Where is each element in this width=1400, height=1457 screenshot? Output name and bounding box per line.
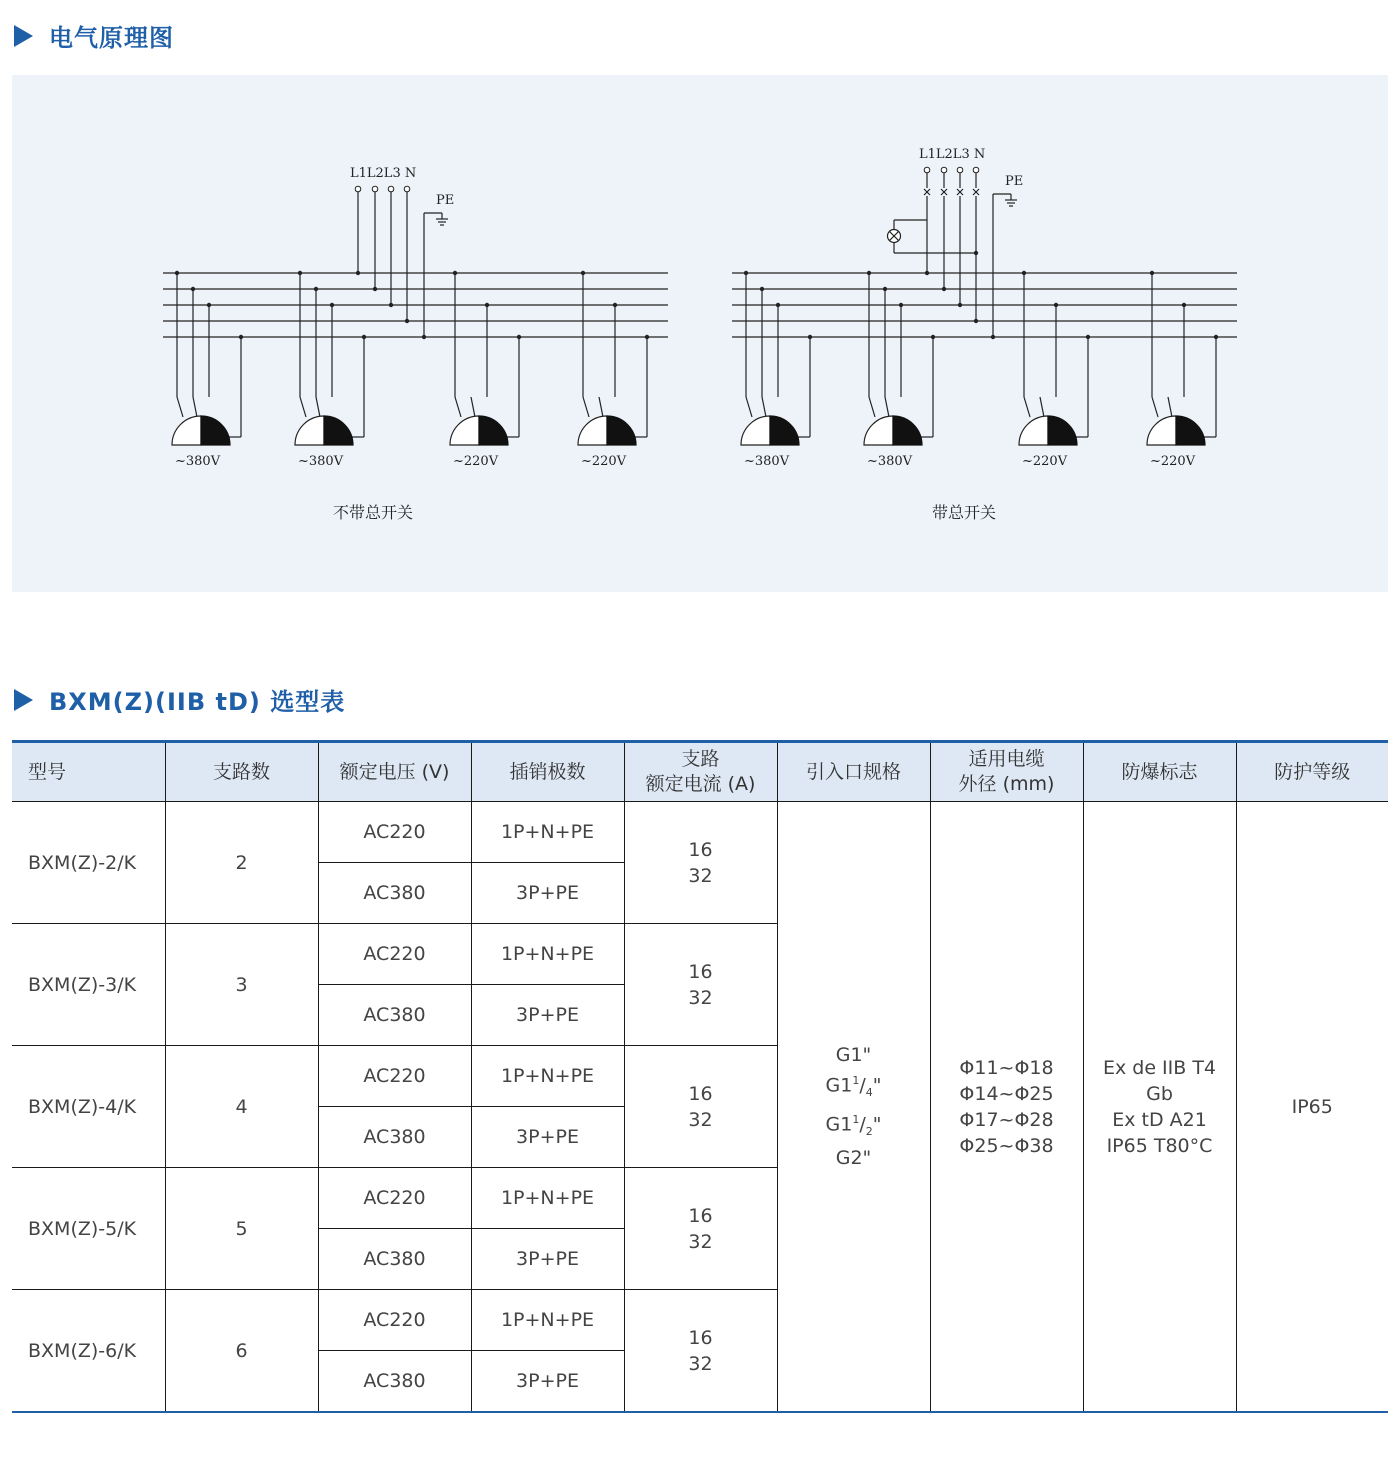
socket-icon — [479, 416, 508, 445]
junction-dot — [991, 335, 995, 339]
pe-label: PE — [1005, 174, 1024, 189]
drop-wire — [583, 397, 589, 417]
poles-cell: 1P+N+PE — [471, 1290, 624, 1351]
ex-value: Ex tD A21 — [1112, 1108, 1207, 1131]
voltage-cell: AC380 — [318, 863, 471, 924]
model-cell: BXM(Z)-4/K — [12, 1046, 165, 1168]
poles-cell: 3P+PE — [471, 1351, 624, 1413]
cable-value: Φ17~Φ28 — [959, 1108, 1054, 1131]
ex-value: Gb — [1146, 1082, 1173, 1105]
poles-cell: 1P+N+PE — [471, 802, 624, 863]
triangle-bullet-icon — [14, 689, 33, 711]
socket-icon — [741, 416, 770, 445]
poles-cell: 3P+PE — [471, 1107, 624, 1168]
drop-wire — [193, 397, 197, 417]
inlet-value: G2" — [835, 1146, 872, 1169]
junction-dot — [958, 303, 962, 307]
current-value: 16 — [688, 1204, 713, 1227]
socket-voltage-label: ~220V — [1022, 454, 1068, 469]
cable-cell — [930, 802, 1083, 1413]
socket-icon — [893, 416, 922, 445]
terminal-circle — [404, 186, 410, 192]
socket-icon — [607, 416, 636, 445]
socket-icon — [864, 416, 893, 445]
header-cable-line2: 外径 (mm) — [958, 773, 1055, 795]
header-ip: 防护等级 — [1236, 742, 1388, 802]
ex-cell — [1083, 802, 1236, 1413]
current-value: 16 — [688, 838, 713, 861]
junction-dot — [974, 251, 978, 255]
inlet-pre: G1 — [825, 1112, 853, 1135]
voltage-cell: AC220 — [318, 1046, 471, 1107]
voltage-cell: AC220 — [318, 924, 471, 985]
table-header-row — [12, 742, 1388, 802]
socket-icon — [1048, 416, 1077, 445]
inlet-sub: 4 — [865, 1086, 873, 1100]
ex-value: IP65 T80°C — [1106, 1134, 1213, 1157]
socket-voltage-label: ~380V — [744, 454, 790, 469]
socket-icon — [324, 416, 353, 445]
header-cable — [930, 742, 1083, 802]
current-value: 32 — [688, 1230, 713, 1253]
model-cell: BXM(Z)-5/K — [12, 1168, 165, 1290]
branches-cell: 6 — [165, 1290, 318, 1413]
terminal-circle — [372, 186, 378, 192]
poles-cell: 1P+N+PE — [471, 1046, 624, 1107]
current-value: 32 — [688, 864, 713, 887]
wiring-diagram-panel — [12, 75, 1388, 592]
socket-voltage-label: ~380V — [298, 454, 344, 469]
branches-cell: 5 — [165, 1168, 318, 1290]
cable-value: Φ25~Φ38 — [959, 1134, 1054, 1157]
socket-icon — [172, 416, 201, 445]
drop-wire — [599, 397, 603, 417]
drop-wire — [1024, 397, 1030, 417]
pe-label: PE — [436, 193, 455, 208]
junction-dot — [942, 287, 946, 291]
model-cell: BXM(Z)-6/K — [12, 1290, 165, 1413]
current-cell — [624, 1046, 777, 1168]
current-cell — [624, 924, 777, 1046]
voltage-cell: AC380 — [318, 1351, 471, 1413]
section-title-text: 电气原理图 — [49, 24, 174, 52]
voltage-cell: AC380 — [318, 1229, 471, 1290]
drop-wire — [300, 397, 306, 417]
junction-dot — [974, 319, 978, 323]
drop-wire — [177, 397, 183, 417]
drop-wire — [762, 397, 766, 417]
current-value: 16 — [688, 1326, 713, 1349]
poles-cell: 3P+PE — [471, 1229, 624, 1290]
drop-wire — [885, 397, 889, 417]
voltage-cell: AC220 — [318, 1290, 471, 1351]
ex-value: Ex de IIB T4 — [1102, 1056, 1217, 1079]
poles-cell: 1P+N+PE — [471, 1168, 624, 1229]
diagram-caption: 带总开关 — [932, 503, 997, 522]
inlet-sub: 2 — [865, 1124, 873, 1138]
junction-dot — [405, 319, 409, 323]
cable-value: Φ14~Φ25 — [959, 1082, 1054, 1105]
voltage-cell: AC220 — [318, 1168, 471, 1229]
socket-voltage-label: ~220V — [1150, 454, 1196, 469]
section-title-diagram — [14, 18, 174, 53]
header-poles: 插销极数 — [471, 742, 624, 802]
junction-dot — [373, 287, 377, 291]
header-current — [624, 742, 777, 802]
section-title-text: BXM(Z)(IIB tD) 选型表 — [49, 688, 346, 716]
current-cell — [624, 1290, 777, 1413]
inlet-sup: 1 — [852, 1112, 860, 1126]
terminal-circle — [941, 167, 947, 173]
socket-voltage-label: ~220V — [581, 454, 627, 469]
drop-wire — [471, 397, 475, 417]
inlet-value: G1" — [835, 1044, 872, 1067]
terminal-label: L1L2L3 N — [919, 147, 986, 162]
branches-cell: 4 — [165, 1046, 318, 1168]
inlet-post: " — [872, 1112, 882, 1135]
header-ex: 防爆标志 — [1083, 742, 1236, 802]
wiring-diagram — [12, 75, 1388, 592]
socket-icon — [201, 416, 230, 445]
drop-wire — [1040, 397, 1044, 417]
voltage-cell: AC220 — [318, 802, 471, 863]
junction-dot — [422, 335, 426, 339]
drop-wire — [746, 397, 752, 417]
terminal-circle — [355, 186, 361, 192]
socket-voltage-label: ~380V — [867, 454, 913, 469]
inlet-value: $G1^1/_4$" — [825, 1074, 882, 1100]
branches-cell: 2 — [165, 802, 318, 924]
current-value: 16 — [688, 1082, 713, 1105]
terminal-circle — [924, 167, 930, 173]
current-cell — [624, 802, 777, 924]
inlet-pre: G1 — [825, 1074, 853, 1097]
header-voltage: 额定电压 (V) — [318, 742, 471, 802]
poles-cell: 3P+PE — [471, 985, 624, 1046]
voltage-cell: AC380 — [318, 1107, 471, 1168]
current-value: 32 — [688, 1352, 713, 1375]
socket-icon — [295, 416, 324, 445]
model-cell: BXM(Z)-2/K — [12, 802, 165, 924]
table-row — [12, 802, 1388, 863]
poles-cell: 1P+N+PE — [471, 924, 624, 985]
drop-wire — [316, 397, 320, 417]
header-model: 型号 — [12, 742, 165, 802]
header-inlet: 引入口规格 — [777, 742, 930, 802]
drop-wire — [455, 397, 461, 417]
header-branches: 支路数 — [165, 742, 318, 802]
socket-icon — [770, 416, 799, 445]
drop-wire — [869, 397, 875, 417]
socket-icon — [1176, 416, 1205, 445]
cable-value: Φ11~Φ18 — [959, 1056, 1054, 1079]
diagram-caption: 不带总开关 — [333, 503, 414, 522]
socket-icon — [1147, 416, 1176, 445]
inlet-sup: 1 — [852, 1074, 860, 1088]
header-current-line1: 支路 — [681, 748, 720, 770]
junction-dot — [356, 271, 360, 275]
inlet-post: " — [872, 1074, 882, 1097]
voltage-cell: AC380 — [318, 985, 471, 1046]
current-value: 32 — [688, 1108, 713, 1131]
socket-voltage-label: ~380V — [175, 454, 221, 469]
terminal-circle — [388, 186, 394, 192]
terminal-label: L1L2L3 N — [350, 166, 417, 181]
poles-cell: 3P+PE — [471, 863, 624, 924]
triangle-bullet-icon — [14, 25, 33, 47]
socket-icon — [450, 416, 479, 445]
drop-wire — [1168, 397, 1172, 417]
junction-dot — [389, 303, 393, 307]
selection-table — [12, 740, 1388, 1413]
ip-cell: IP65 — [1236, 802, 1388, 1413]
socket-icon — [578, 416, 607, 445]
junction-dot — [925, 271, 929, 275]
inlet-cell — [777, 802, 930, 1413]
current-value: 32 — [688, 986, 713, 1009]
terminal-circle — [957, 167, 963, 173]
inlet-value: $G1^1/_2$" — [825, 1112, 882, 1138]
header-current-line2: 额定电流 (A) — [645, 773, 756, 795]
model-cell: BXM(Z)-3/K — [12, 924, 165, 1046]
socket-voltage-label: ~220V — [453, 454, 499, 469]
terminal-circle — [973, 167, 979, 173]
socket-icon — [1019, 416, 1048, 445]
header-cable-line1: 适用电缆 — [968, 748, 1045, 770]
section-title-table — [14, 682, 345, 717]
current-cell — [624, 1168, 777, 1290]
current-value: 16 — [688, 960, 713, 983]
branches-cell: 3 — [165, 924, 318, 1046]
drop-wire — [1152, 397, 1158, 417]
